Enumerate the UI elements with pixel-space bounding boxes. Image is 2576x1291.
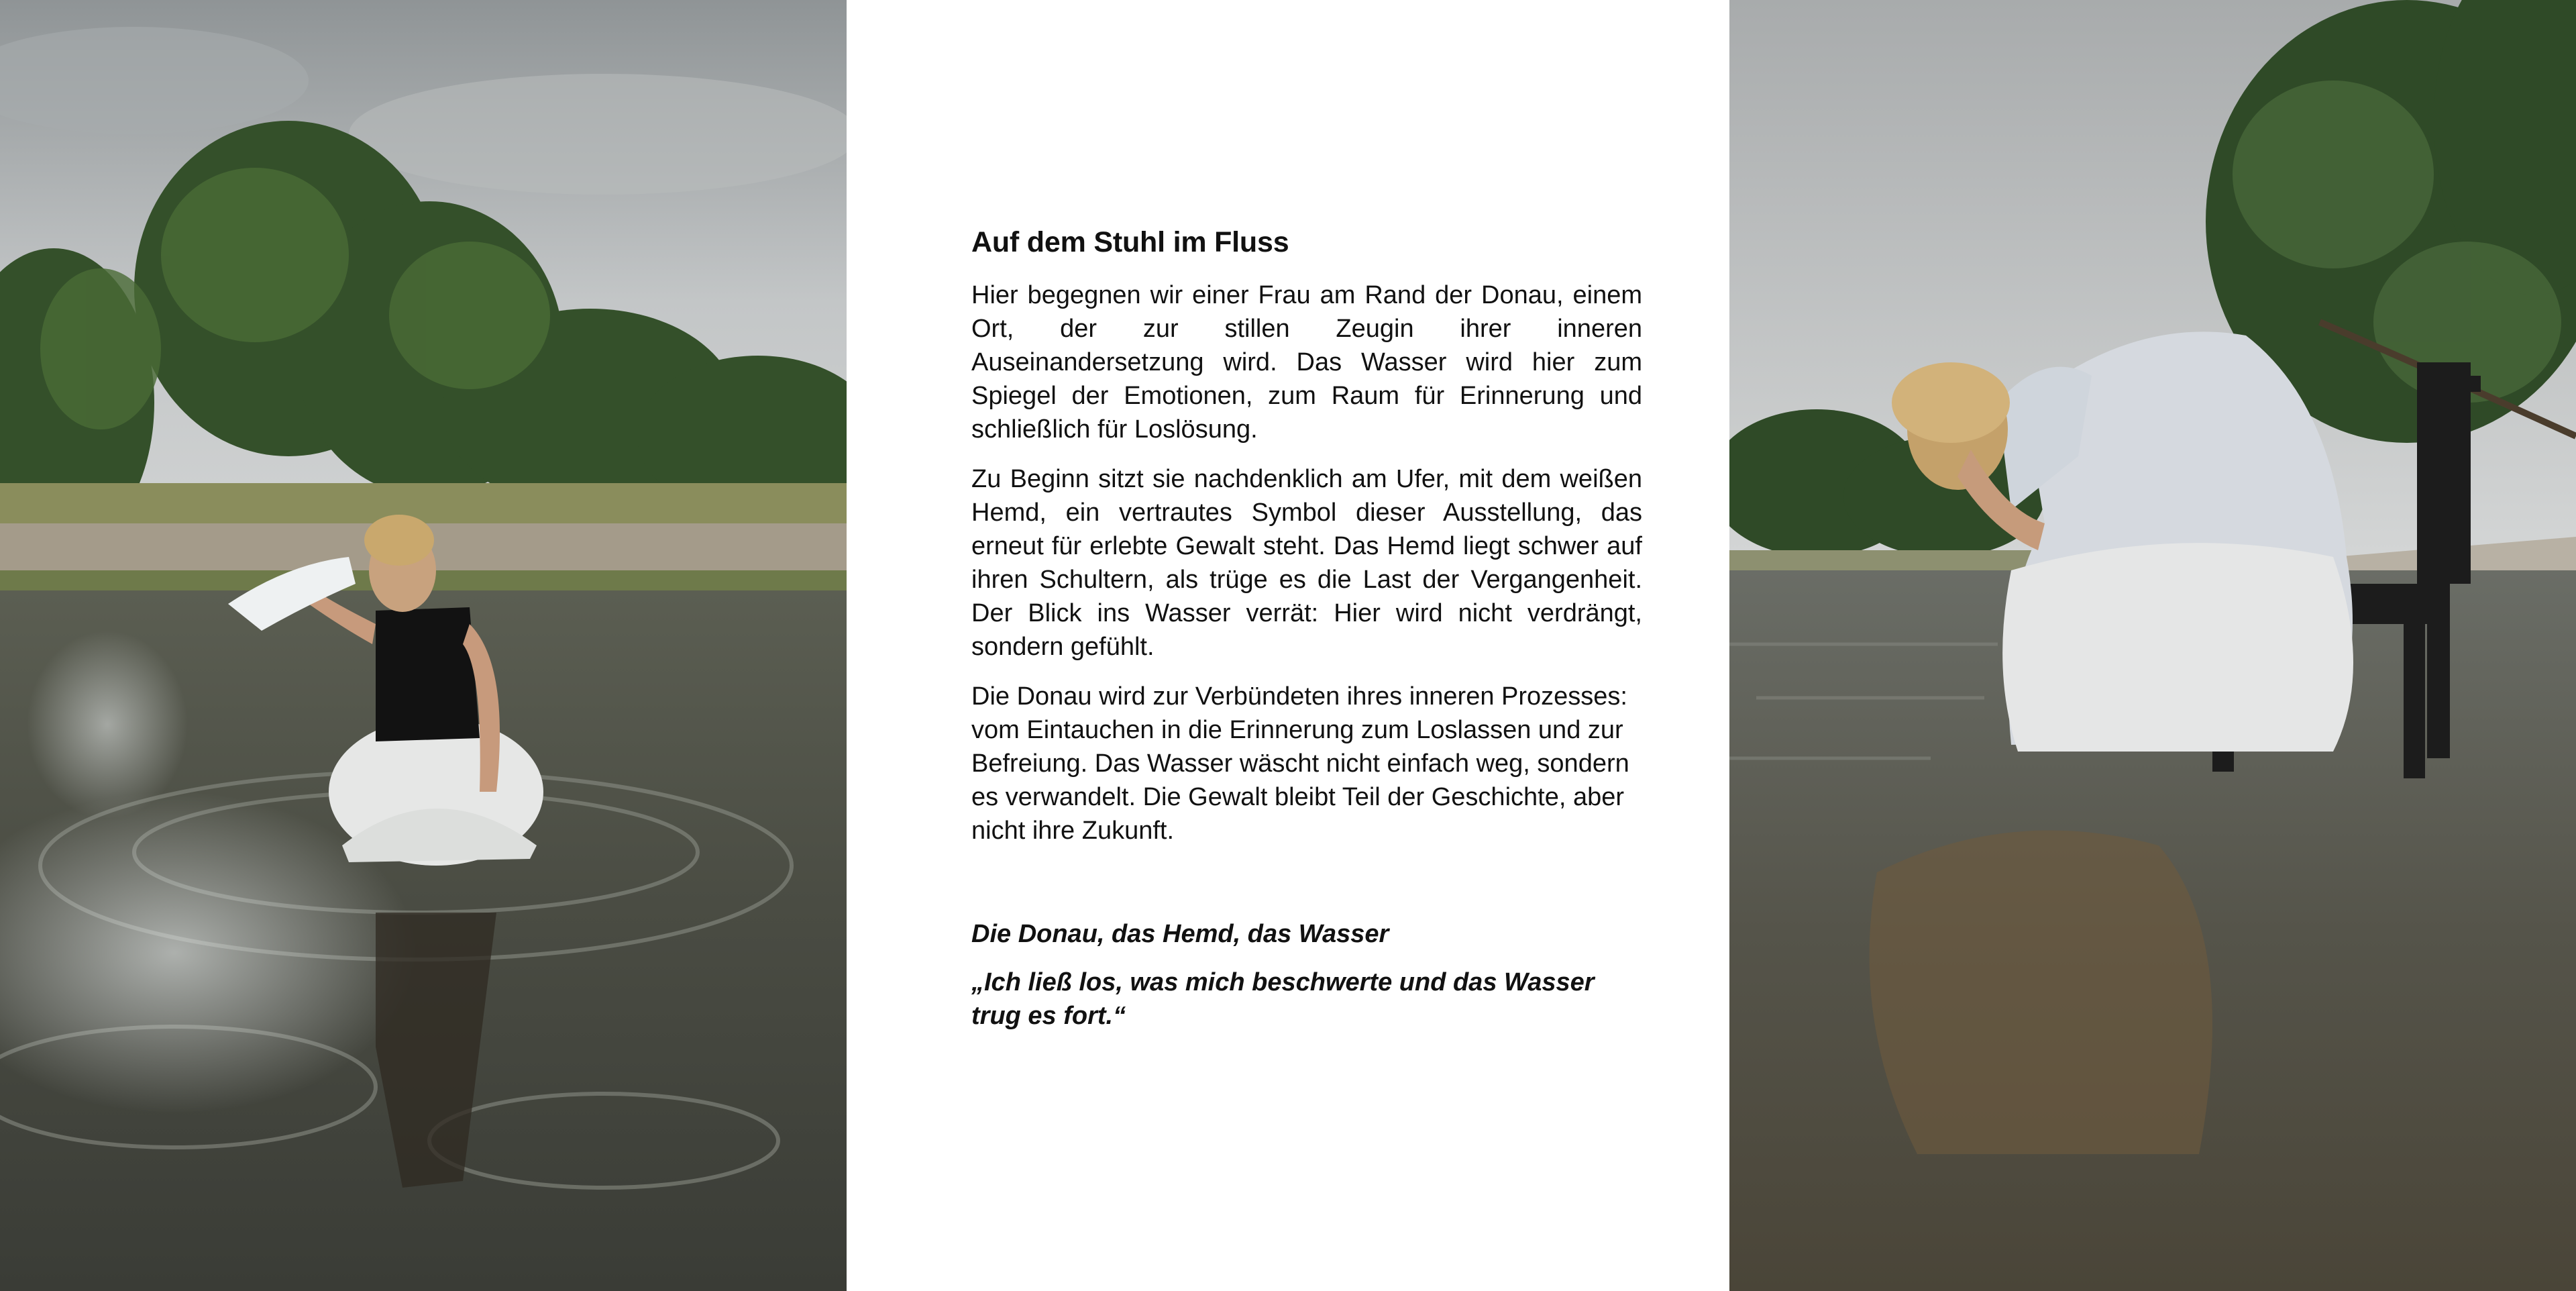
photo-left-image	[0, 0, 847, 1291]
photo-right-image	[1729, 0, 2576, 1291]
article-paragraph-1: Hier begegnen wir einer Frau am Rand der Donau, einem Ort, der zur stillen Zeugin ihrer inneren Auseinandersetzung wird. Das Wasser wird hier zum Spiegel der Emotionen, zum Raum für Erinnerung und schließlich für Loslösung.	[971, 280, 1642, 444]
article-quote: „Ich ließ los, was mich beschwerte und das Wasser trug es fort.“	[971, 968, 1595, 1030]
text-column	[847, 0, 1729, 1291]
article-paragraph-2: Zu Beginn sitzt sie nachdenklich am Ufer, mit dem weißen Hemd, ein vertrautes Symbol dieser Ausstellung, das erneut für erlebte Gewalt steht. Das Hemd liegt schwer auf ihren Schultern, als trüge es die Last der Vergangenheit. Der Blick ins Wasser verrät: Hier wird nicht verdrängt, sondern gefühlt.	[971, 464, 1642, 661]
article-paragraph-3: Die Donau wird zur Verbündeten ihres inneren Prozesses: vom Eintauchen in die Erinnerung zum Loslassen und zur Befreiung. Das Wasser wäscht nicht einfach weg, sondern es verwandelt. Die Gewalt bleibt Teil der Geschichte, aber nicht ihre Zukunft.	[971, 682, 1629, 845]
photo-left-woman-splashing-water	[0, 0, 847, 1291]
article-caption: Die Donau, das Hemd, das Wasser	[971, 919, 1389, 948]
article-content	[971, 225, 1642, 1033]
photo-right-woman-on-chair-in-river	[1729, 0, 2576, 1291]
article-title: Auf dem Stuhl im Fluss	[971, 226, 1289, 258]
